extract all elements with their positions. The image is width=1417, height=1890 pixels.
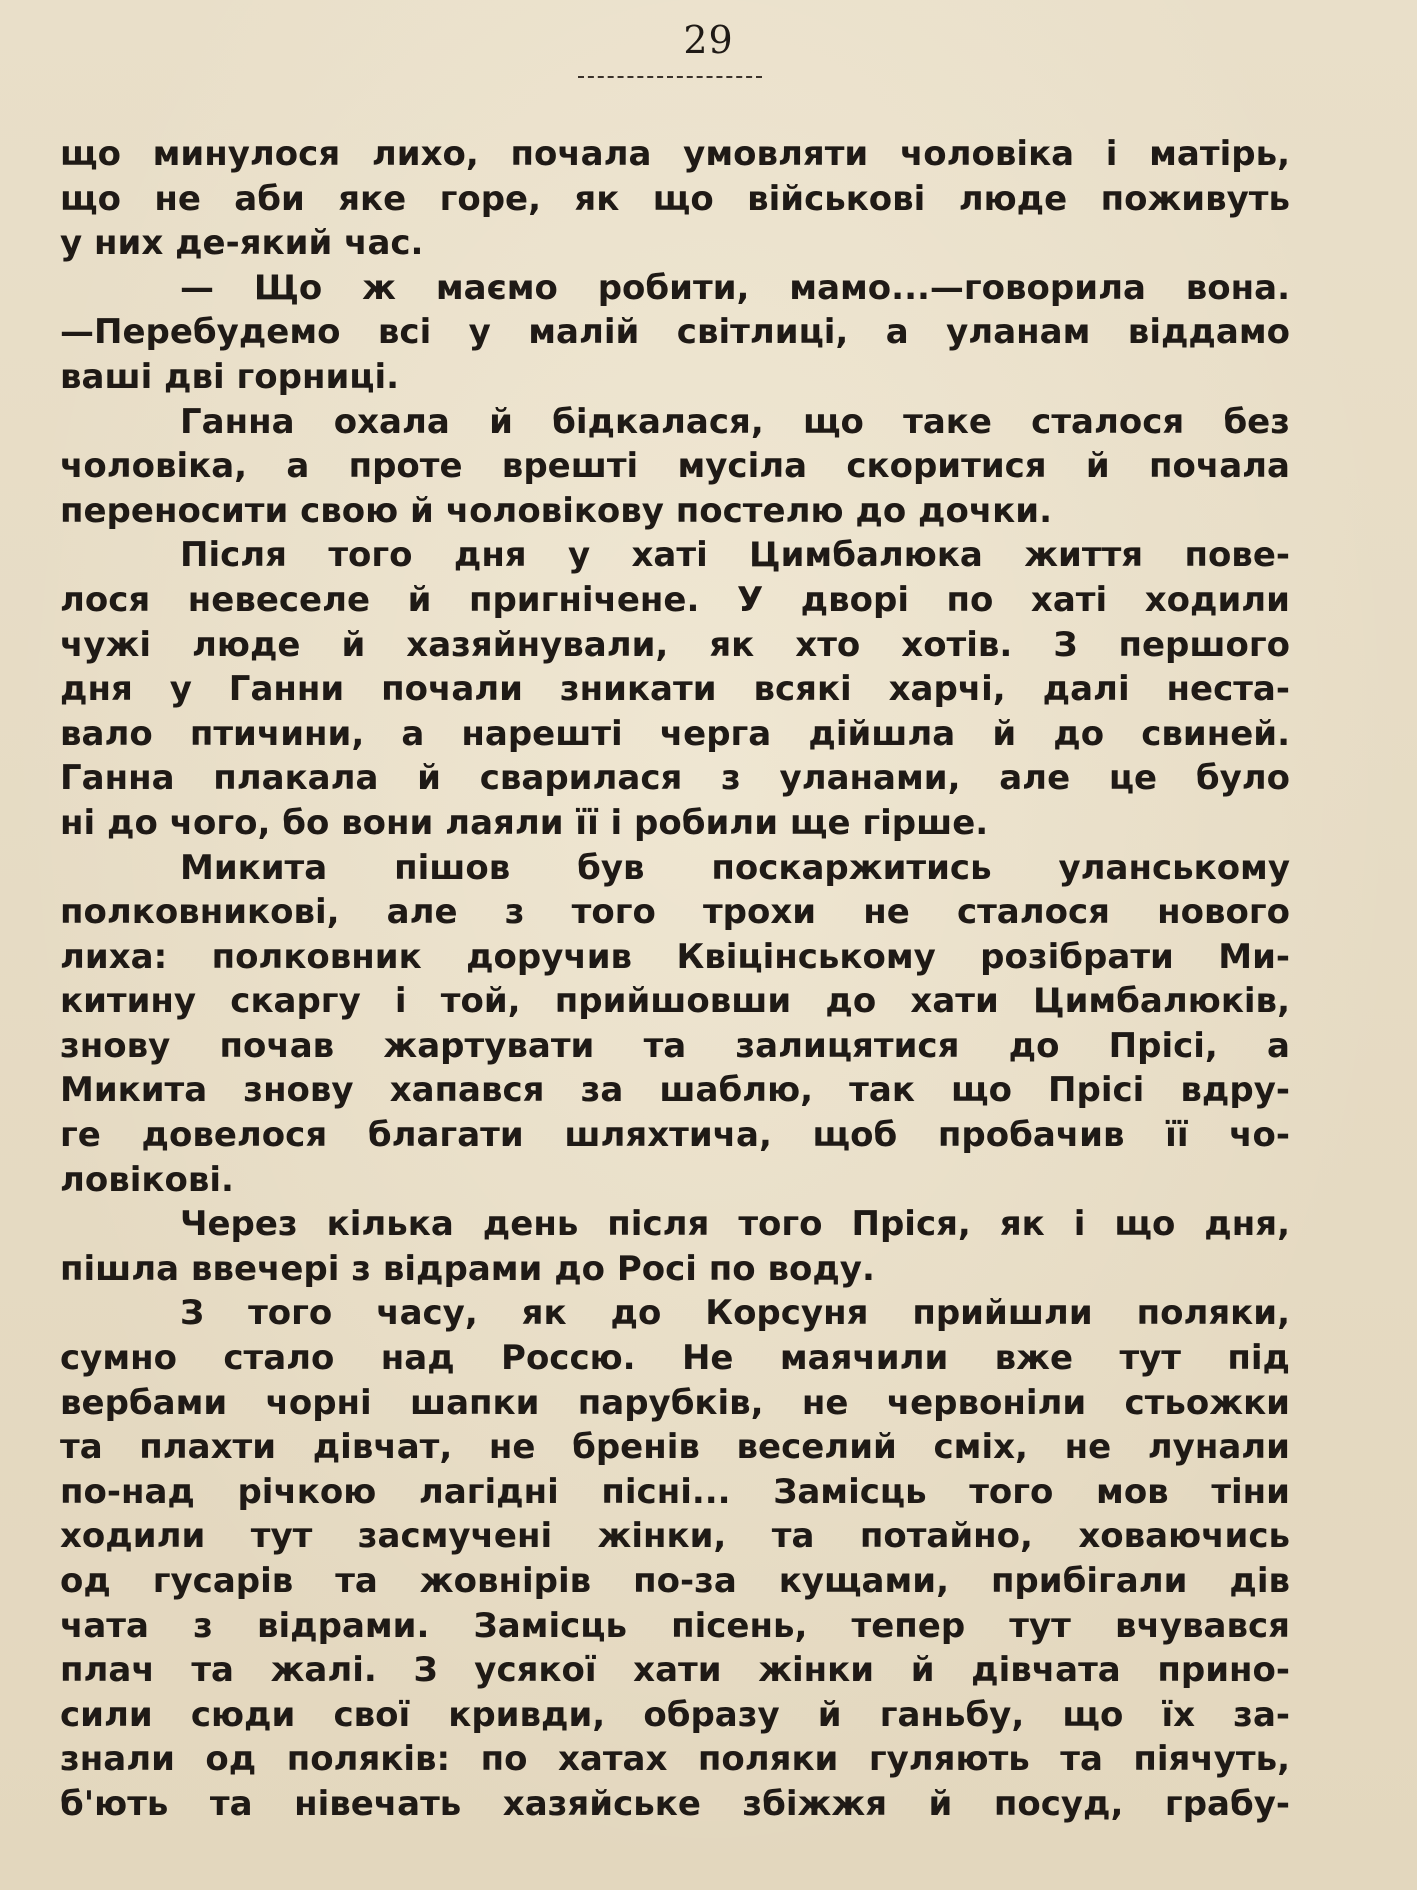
text-line: ходили тут засмучені жінки, та потайно, ховаючись [60,1516,1290,1557]
text-line: Після того дня у хаті Цимбалюка життя пове- [180,535,1290,576]
text-line: ловікові. [60,1159,234,1200]
text-line: ваші дві горниці. [60,356,400,397]
text-line: Микита пішов був поскаржитись уланському [180,847,1290,888]
text-line: — Що ж маємо робити, мамо...—говорила вона. [180,267,1290,308]
text-line: З того часу, як до Корсуня прийшли поляки, [180,1293,1290,1334]
text-line: що не аби яке горе, як що військові люде поживуть [60,178,1290,219]
text-line: чоловіка, а проте врешті мусіла скоритися й почала [60,446,1290,487]
text-line: та плахти дівчат, не бренів веселий сміх, не лунали [60,1427,1290,1468]
text-line: од гусарів та жовнірів по-за кущами, прибігали дів [60,1561,1290,1601]
text-line: по-над річкою лагідні пісні... Замісць того мов тіни [60,1471,1290,1512]
text-line: китину скаргу і той, прийшовши до хати Цимбалюків, [60,981,1290,1022]
text-line: сили сюди свої кривди, образу й ганьбу, що їх за- [60,1694,1290,1735]
text-line: сумно стало над Россю. Не маячили вже тут під [60,1338,1290,1379]
text-line: —Перебудемо всі у малій світлиці, а уланам віддамо [60,312,1290,353]
text-line: знали од поляків: по хатах поляки гуляють та піячуть, [60,1739,1290,1780]
text-line: плач та жалі. З усякої хати жінки й дівчата прино- [60,1650,1290,1691]
text-line: знову почав жартувати та залицятися до Прісі, а [60,1025,1290,1066]
text-line: лиха: полковник доручив Квіцінському розібрати Ми- [60,936,1290,977]
text-line: лося невеселе й пригнічене. У дворі по хаті ходили [60,579,1290,620]
text-line: що минулося лихо, почала умовляти чоловіка і матірь, [60,134,1290,174]
text-line: дня у Ганни почали зникати всякі харчі, далі неста- [60,669,1290,710]
body-text [60,132,1290,1827]
text-line: вербами чорні шапки парубків, не червоніли стьожки [60,1382,1290,1423]
text-line: у них де-який час. [60,223,424,264]
text-line: вало птичини, а нарешті черга дійшла й до свиней. [60,713,1290,754]
text-line: ге довелося благати шляхтича, щоб пробачив її чо- [60,1115,1290,1156]
text-line: Ганна охала й бідкалася, що таке сталося без [180,401,1290,442]
text-line: Микита знову хапався за шаблю, так що Прісі вдру- [60,1070,1290,1111]
text-line: ні до чого, бо вони лаяли її і робили ще гірше. [60,802,989,843]
page-number: 29 [683,18,734,62]
text-line: переносити свою й чоловікову постелю до дочки. [60,490,1052,531]
text-line: пішла ввечері з відрами до Росі по воду. [60,1248,875,1289]
text-line: Через кілька день після того Пріся, як і що дня, [180,1204,1290,1245]
text-line: б'ють та нівечать хазяйське збіжжя й посуд, грабу- [60,1783,1290,1824]
text-line: полковникові, але з того трохи не сталося нового [60,892,1290,933]
text-line: чата з відрами. Замісць пісень, тепер тут вчувався [60,1605,1290,1646]
page-number-rule [578,76,762,78]
text-line: чужі люде й хазяйнували, як хто хотів. З першого [60,624,1290,665]
text-line: Ганна плакала й сварилася з уланами, але це було [60,758,1290,799]
